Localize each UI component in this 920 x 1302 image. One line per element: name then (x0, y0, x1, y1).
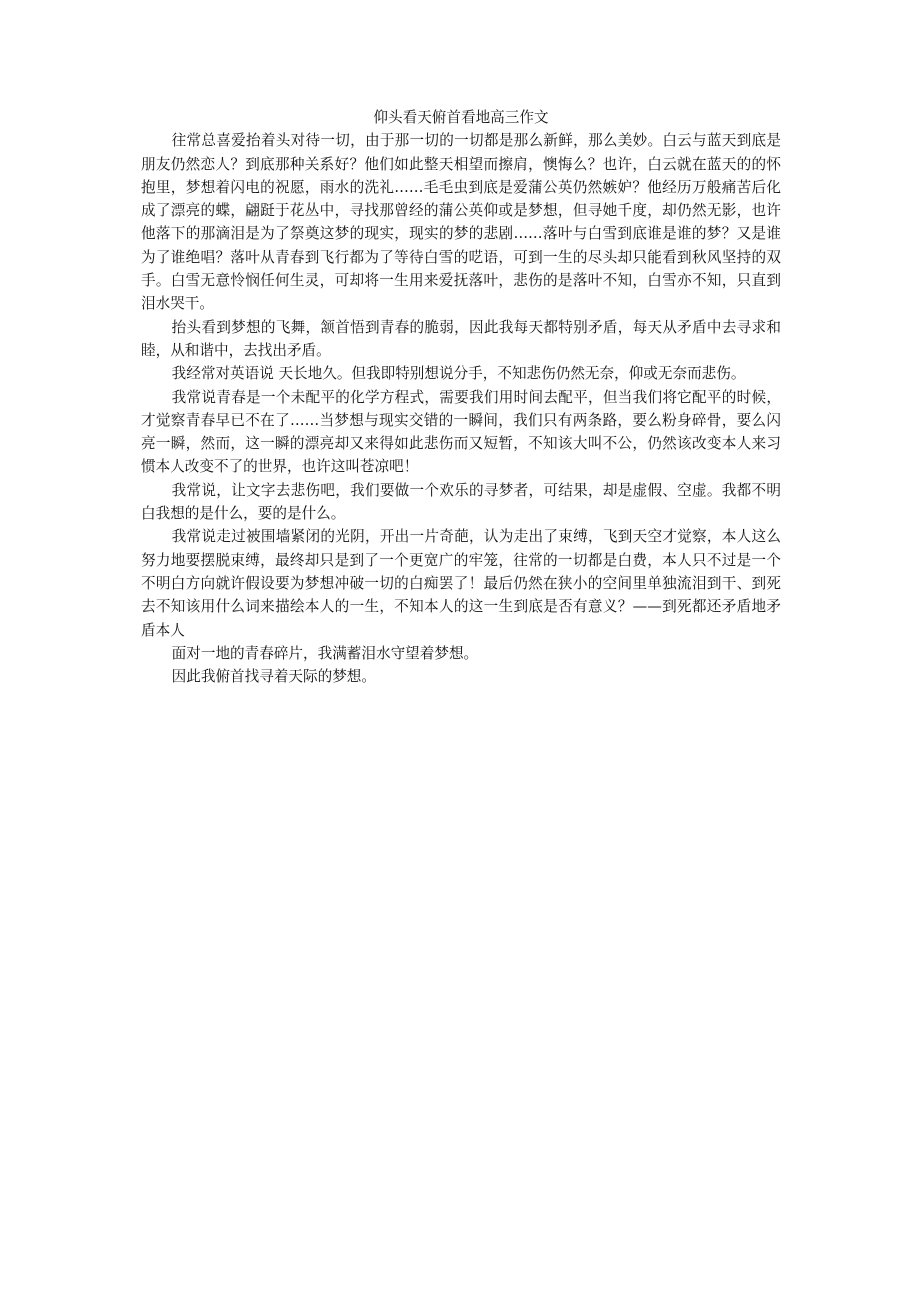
paragraph-7: 面对一地的青春碎片，我满蓄泪水守望着梦想。 (171, 644, 479, 662)
document-body (141, 106, 781, 688)
paragraph-2: 抬头看到梦想的飞舞，颔首悟到青春的脆弱，因此我每天都特别矛盾，每天从矛盾中去寻求和睦，从和谐中，去找出矛盾。 (141, 318, 781, 359)
paragraph-4: 我常说青春是一个未配平的化学方程式，需要我们用时间去配平，但当我们将它配平的时候，才觉察青春早已不在了……当梦想与现实交错的一瞬间，我们只有两条路，要么粉身碎骨，要么闪亮一瞬，然而，这一瞬的漂亮却又来得如此悲伤而又短暂，不知该大叫不公，仍然该改变本人来习惯本人改变不了的世界，也许这叫苍凉吧！ (141, 388, 781, 476)
paragraph-1: 往常总喜爱抬着头对待一切，由于那一切的一切都是那么新鲜，那么美妙。白云与蓝天到底是朋友仍然恋人？到底那种关系好？他们如此整天相望而擦肩，懊悔么？也许，白云就在蓝天的的怀抱里，梦想着闪电的祝愿，雨水的洗礼……毛毛虫到底是爱蒲公英仍然嫉妒？他经历万般痛苦后化成了漂亮的蝶，翩跹于花丛中，寻找那曾经的蒲公英仰或是梦想，但寻她千度，却仍然无影，也许他落下的那滴泪是为了祭奠这梦的现实，现实的梦的悲剧……落叶与白雪到底谁是谁的梦？又是谁为了谁绝唱？落叶从青春到飞行都为了等待白雪的呓语，可到一生的尽头却只能看到秋风坚持的双手。白雪无意怜悯任何生灵，可却将一生用来爱抚落叶，悲伤的是落叶不知，白雪亦不知，只直到泪水哭干。 (141, 132, 781, 313)
paragraph-5: 我常说，让文字去悲伤吧，我们要做一个欢乐的寻梦者，可结果，却是虚假、空虚。我都不明白我想的是什么，要的是什么。 (141, 481, 781, 523)
essay-title: 仰头看天俯首看地高三作文 (373, 109, 549, 126)
paragraph-6: 我常说走过被围墙紧闭的光阴，开出一片奇葩，认为走出了束缚，飞到天空才觉察，本人这么努力地要摆脱束缚，最终却只是到了一个更宽广的牢笼，往常的一切都是白费，本人只不过是一个不明白方向就许假设要为梦想冲破一切的白痴罢了！最后仍然在狭小的空间里单独流泪到干、到死去不知该用什么词来描绘本人的一生，不知本人的这一生到底是否有意义？——到死都还矛盾地矛盾本人 (141, 528, 781, 639)
paragraph-3: 我经常对英语说 天长地久。但我即特别想说分手，不知悲伤仍然无奈，仰或无奈而悲伤。 (171, 365, 746, 383)
paragraph-8: 因此我俯首找寻着天际的梦想。 (171, 668, 376, 686)
